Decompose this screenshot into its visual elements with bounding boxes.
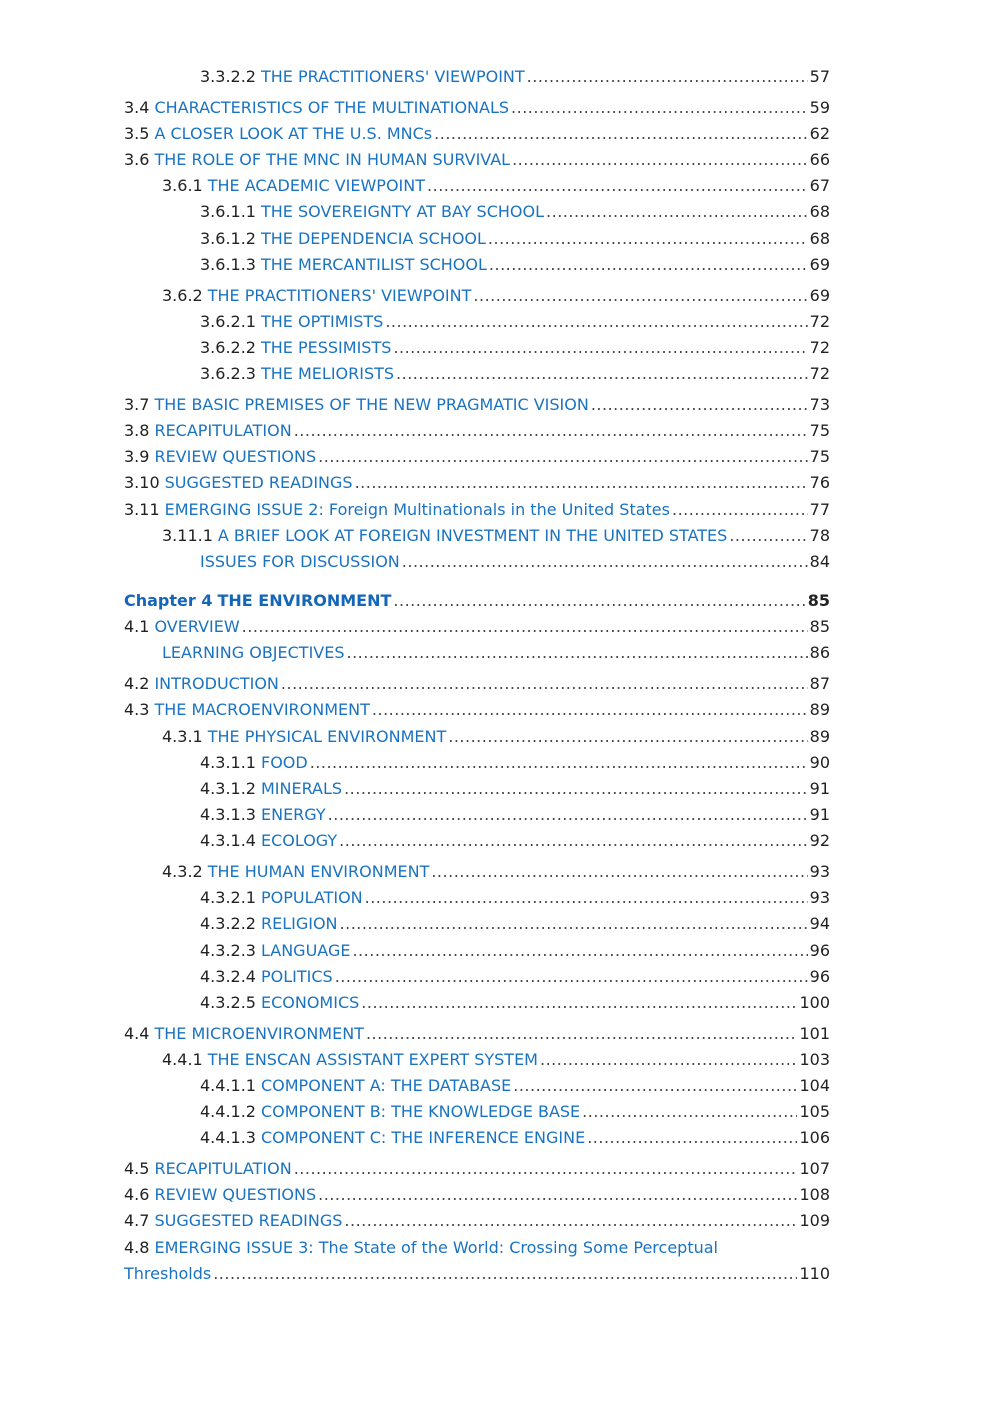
toc-entry-title[interactable]: THE ROLE OF THE MNC IN HUMAN SURVIVAL [154,150,511,170]
toc-entry[interactable] [124,885,830,911]
dot-leader [318,1182,797,1208]
toc-entry-number: 4.3.1.1 [200,752,256,772]
toc-entry[interactable] [124,309,830,335]
toc-entry[interactable] [124,697,830,723]
toc-entry[interactable] [124,64,830,90]
toc-entry-number: 3.9 [124,447,150,467]
dot-leader [473,283,807,309]
toc-entry-number: 4.3 [124,700,150,720]
dot-leader [242,614,808,640]
toc-entry[interactable] [124,95,830,121]
toc-entry-title[interactable]: COMPONENT A: THE DATABASE [260,1075,512,1095]
toc-entry[interactable] [124,640,830,666]
toc-entry-page: 72 [809,337,830,357]
toc-entry[interactable] [124,750,830,776]
toc-entry-title[interactable]: RECAPITULATION [154,420,292,440]
toc-entry-page: 110 [799,1263,830,1283]
toc-entry-page: 72 [809,364,830,384]
toc-entry-page: 78 [809,525,830,545]
toc-entry-number: 4.3.2.2 [200,914,256,934]
toc-entry-number: 4.3.1.3 [200,805,256,825]
dot-leader [344,776,808,802]
toc-entry-page: 93 [809,888,830,908]
toc-entry-title[interactable]: POLITICS [260,966,333,986]
toc-entry-title[interactable]: THE MELIORISTS [260,364,395,384]
toc-entry-page: 91 [809,778,830,798]
toc-entry-page: 93 [809,861,830,881]
toc-entry-number: 4.3.2 [162,861,203,881]
toc-entry-title[interactable]: THE PRACTITIONERS' VIEWPOINT [207,285,472,305]
dot-leader [213,1261,797,1287]
dot-leader [366,1021,798,1047]
toc-entry-page: 86 [809,643,830,663]
toc-entry-title[interactable]: OVERVIEW [154,617,240,637]
toc-entry-title[interactable]: ISSUES FOR DISCUSSION [200,551,400,571]
toc-entry-number: 4.6 [124,1185,150,1205]
toc-entry-page: 66 [809,150,830,170]
toc-entry-number: 3.6.1.2 [200,228,256,248]
toc-entry-number: 4.4.1.2 [200,1102,256,1122]
toc-entry-page: 76 [809,473,830,493]
toc-entry-title[interactable]: THE MICROENVIRONMENT [154,1023,364,1043]
toc-entry-page: 68 [809,228,830,248]
toc-entry-page: 84 [809,551,830,571]
toc-entry-page: 85 [807,591,830,611]
dot-leader [587,1125,797,1151]
dot-leader [527,64,808,90]
toc-entry-page: 67 [809,176,830,196]
toc-entry[interactable] [124,418,830,444]
dot-leader [729,523,807,549]
toc-entry-title[interactable]: THE BASIC PREMISES OF THE NEW PRAGMATIC VISION [154,394,589,414]
toc-entry[interactable] [124,1208,830,1234]
toc-entry-number: 4.3.1.2 [200,778,256,798]
toc-entry-page: 104 [799,1075,830,1095]
dot-leader [393,588,805,614]
toc-entry[interactable] [124,802,830,828]
toc-entry-number: 3.7 [124,394,150,414]
toc-entry-number: 4.3.2.5 [200,992,256,1012]
dot-leader [310,750,808,776]
toc-entry[interactable] [124,990,830,1016]
toc-entry-title[interactable]: THE ENVIRONMENT [217,591,392,611]
dot-leader [385,309,807,335]
toc-entry-page: 94 [809,914,830,934]
dot-leader [546,199,808,225]
toc-entry[interactable] [124,724,830,750]
dot-leader [344,1208,797,1234]
toc-entry[interactable] [124,859,830,885]
toc-entry-number: 3.5 [124,123,150,143]
dot-leader [396,361,808,387]
toc-entry-page: 89 [809,700,830,720]
toc-entry-number: 3.6.2.2 [200,337,256,357]
toc-entry-page: 77 [809,499,830,519]
dot-leader [365,885,808,911]
dot-leader [591,392,808,418]
dot-leader [488,226,808,252]
toc-entry-title[interactable]: LANGUAGE [260,940,351,960]
toc-entry[interactable] [124,938,830,964]
toc-entry-title[interactable]: THE PRACTITIONERS' VIEWPOINT [260,67,525,86]
toc-entry-number: 4.4.1 [162,1049,203,1069]
toc-entry-title[interactable]: FOOD [260,752,308,772]
toc-entry-page: 57 [809,67,830,86]
toc-entry-title[interactable]: EMERGING ISSUE 3: The State of the World: Crossing Some Perceptual [154,1237,718,1257]
dot-leader [339,828,807,854]
toc-entry-title[interactable]: SUGGESTED READINGS [154,1211,343,1231]
toc-entry[interactable] [124,776,830,802]
dot-leader [352,938,807,964]
toc-entry-page: 109 [799,1211,830,1231]
toc-entry-page: 103 [799,1049,830,1069]
toc-entry-number: 4.1 [124,617,150,637]
toc-entry-title[interactable]: THE SOVEREIGNTY AT BAY SCHOOL [260,202,545,222]
dot-leader [489,252,808,278]
dot-leader [328,802,808,828]
toc-entry-number: 3.3.2.2 [200,67,256,86]
toc-entry-continuation[interactable] [124,1261,830,1287]
toc-entry-number: 4.3.1.4 [200,831,256,851]
toc-entry[interactable] [124,1073,830,1099]
toc-entry-number: Chapter 4 [124,591,213,611]
toc-entry-title[interactable]: THE MACROENVIRONMENT [154,700,370,720]
dot-leader [335,964,808,990]
toc-entry[interactable] [124,199,830,225]
toc-entry-title[interactable]: THE PESSIMISTS [260,337,392,357]
toc-entry[interactable] [124,121,830,147]
toc-entry-title[interactable]: ECOLOGY [260,831,338,851]
toc-entry-number: 4.3.2.1 [200,888,256,908]
toc-entry-number: 3.11.1 [162,525,213,545]
toc-entry-title[interactable]: THE ENSCAN ASSISTANT EXPERT SYSTEM [207,1049,538,1069]
toc-entry-title[interactable]: A BRIEF LOOK AT FOREIGN INVESTMENT IN THE UNITED STATES [217,525,728,545]
toc-entry[interactable] [124,335,830,361]
toc-entry-number: 4.4.1.3 [200,1128,256,1148]
toc-entry-page: 75 [809,447,830,467]
toc-entry[interactable] [124,444,830,470]
dot-leader [540,1047,797,1073]
toc-entry-number: 3.6.1.1 [200,202,256,222]
dot-leader [431,859,807,885]
toc-entry-page: 69 [809,254,830,274]
toc-entry-number: 3.11 [124,499,160,519]
toc-entry-title[interactable]: COMPONENT C: THE INFERENCE ENGINE [260,1128,586,1148]
dot-leader [448,724,807,750]
toc-entry-page: 89 [809,726,830,746]
toc-entry-page: 100 [799,992,830,1012]
toc-entry-page: 69 [809,285,830,305]
dot-leader [372,697,808,723]
dot-leader [347,640,808,666]
toc-entry[interactable] [124,147,830,173]
toc-entry-page: 68 [809,202,830,222]
toc-entry-title[interactable]: ECONOMICS [260,992,360,1012]
toc-entry-page: 105 [799,1102,830,1122]
toc-entry[interactable] [124,549,830,575]
dot-leader [427,173,808,199]
toc-entry[interactable] [124,361,830,387]
toc-entry-number: 3.10 [124,473,160,493]
toc-entry[interactable] [124,614,830,640]
dot-leader [511,95,808,121]
toc-entry[interactable] [124,1156,830,1182]
toc-entry-number: 3.6 [124,150,150,170]
toc-entry-page: 72 [809,311,830,331]
dot-leader [402,549,808,575]
dot-leader [281,671,808,697]
toc-entry-page: 106 [799,1128,830,1148]
toc-entry-page: 85 [809,617,830,637]
toc-entry-page: 96 [809,966,830,986]
toc-entry[interactable] [124,226,830,252]
toc-entry-number: 3.6.2.3 [200,364,256,384]
toc-entry[interactable] [124,828,830,854]
toc-entry-page: 101 [799,1023,830,1043]
dot-leader [318,444,808,470]
toc-entry[interactable] [124,523,830,549]
toc-entry-title[interactable]: THE ACADEMIC VIEWPOINT [207,176,426,196]
toc-entry[interactable] [124,1021,830,1047]
dot-leader [513,1073,797,1099]
toc-entry-title[interactable]: A CLOSER LOOK AT THE U.S. MNCs [154,123,433,143]
table-of-contents [124,64,830,1287]
toc-entry[interactable] [124,252,830,278]
toc-entry-title[interactable]: SUGGESTED READINGS [164,473,353,493]
toc-entry-number: 3.8 [124,420,150,440]
toc-entry[interactable] [124,1099,830,1125]
toc-entry[interactable] [124,1047,830,1073]
toc-entry[interactable] [124,392,830,418]
toc-entry-title[interactable]: MINERALS [260,778,343,798]
toc-entry-page: 96 [809,940,830,960]
toc-entry-page: 91 [809,805,830,825]
toc-entry-title[interactable]: RELIGION [260,914,338,934]
toc-entry-page: 75 [809,420,830,440]
toc-entry-number: 4.4.1.1 [200,1075,256,1095]
toc-entry-title[interactable]: THE PHYSICAL ENVIRONMENT [207,726,447,746]
toc-entry-number: 3.6.2 [162,285,203,305]
dot-leader [340,911,808,937]
toc-entry-title[interactable]: THE MERCANTILIST SCHOOL [260,254,487,274]
toc-entry[interactable] [124,283,830,309]
toc-entry-title[interactable]: CHARACTERISTICS OF THE MULTINATIONALS [154,97,510,117]
toc-entry-number: 4.5 [124,1159,150,1178]
dot-leader [393,335,807,361]
dot-leader [361,990,797,1016]
toc-entry-number: 3.4 [124,97,150,117]
dot-leader [294,418,808,444]
toc-entry-number: 3.6.1.3 [200,254,256,274]
toc-entry-number: 3.6.2.1 [200,311,256,331]
dot-leader [434,121,808,147]
toc-entry-number: 4.8 [124,1237,150,1257]
toc-entry-number: 4.7 [124,1211,150,1231]
toc-entry-number: 4.3.2.3 [200,940,256,960]
toc-entry-title[interactable]: INTRODUCTION [154,674,279,694]
toc-entry-page: 107 [799,1159,830,1178]
toc-entry-title[interactable]: ENERGY [260,805,326,825]
toc-entry-title[interactable]: THE DEPENDENCIA SCHOOL [260,228,486,248]
toc-entry[interactable] [124,470,830,496]
dot-leader [582,1099,797,1125]
toc-entry-page: 87 [809,674,830,694]
toc-entry-number: 4.4 [124,1023,150,1043]
toc-entry-title[interactable]: LEARNING OBJECTIVES [162,643,345,663]
toc-entry[interactable] [124,964,830,990]
toc-entry-page: 92 [809,831,830,851]
toc-entry-title[interactable]: COMPONENT B: THE KNOWLEDGE BASE [260,1102,581,1122]
dot-leader [355,470,808,496]
toc-entry[interactable] [124,911,830,937]
toc-entry-number: 4.2 [124,674,150,694]
toc-entry-page: 90 [809,752,830,772]
dot-leader [672,497,808,523]
toc-entry-number: 3.6.1 [162,176,203,196]
toc-entry-title[interactable]: EMERGING ISSUE 2: Foreign Multinationals in the United States [164,499,670,519]
toc-entry[interactable] [124,671,830,697]
toc-entry[interactable] [124,1235,830,1261]
toc-entry-title[interactable]: RECAPITULATION [154,1159,292,1178]
toc-entry-page: 73 [809,394,830,414]
toc-chapter-entry[interactable] [124,588,830,614]
toc-entry-page: 108 [799,1185,830,1205]
dot-leader [512,147,808,173]
toc-entry-number: 4.3.1 [162,726,203,746]
toc-entry[interactable] [124,1182,830,1208]
toc-entry-title[interactable]: REVIEW QUESTIONS [154,1185,317,1205]
toc-entry[interactable] [124,1125,830,1151]
toc-entry-page: 62 [809,123,830,143]
toc-entry-title[interactable]: THE OPTIMISTS [260,311,384,331]
toc-entry-title[interactable]: REVIEW QUESTIONS [154,447,317,467]
toc-entry-page: 59 [809,97,830,117]
toc-entry-number: 4.3.2.4 [200,966,256,986]
dot-leader [294,1156,798,1182]
toc-entry[interactable] [124,497,830,523]
toc-entry-title[interactable]: THE HUMAN ENVIRONMENT [207,861,430,881]
toc-entry-title[interactable]: POPULATION [260,888,363,908]
toc-entry[interactable] [124,173,830,199]
toc-entry-title-continued[interactable]: Thresholds [124,1263,212,1283]
